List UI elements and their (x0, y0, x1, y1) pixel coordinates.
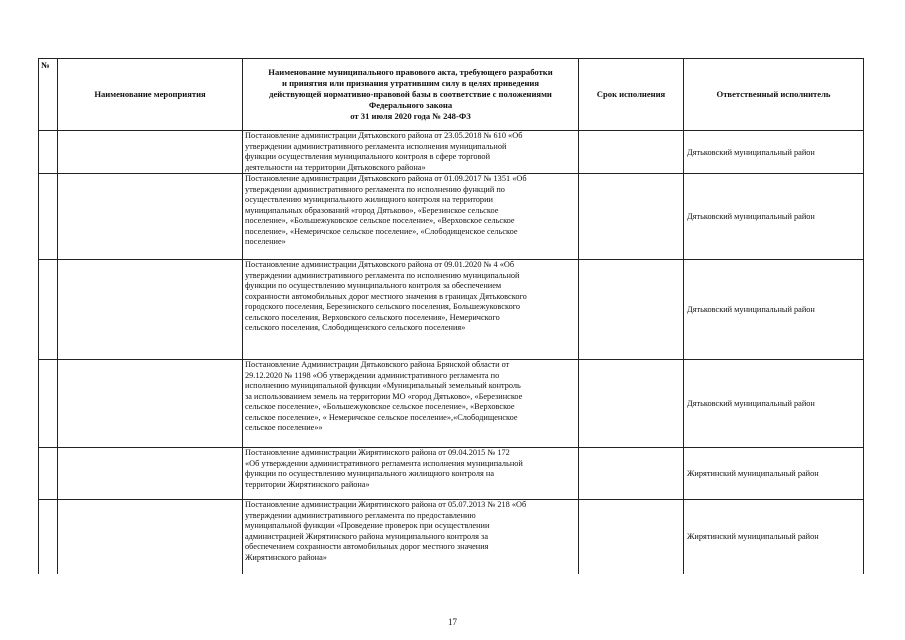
cell-deadline (579, 500, 684, 574)
act-line: утверждении административного регламента исполнения муниципальной (245, 141, 507, 151)
act-line: Постановление администрации Дятьковского района от 23.05.2018 № 610 «Об (245, 131, 523, 140)
cell-event (58, 360, 243, 448)
cell-event (58, 260, 243, 360)
header-act-line: Наименование муниципального правового акта, требующего разработки (268, 67, 553, 78)
act-line: Жирятинского района» (245, 552, 327, 562)
act-line: Постановление администрации Дятьковского района от 01.09.2017 № 1351 «Об (245, 174, 527, 184)
act-line: муниципальных образований «город Дятьково», «Березинское сельское (245, 205, 499, 215)
header-act-line: и принятия или признания утратившим силу в целях приведения (281, 78, 540, 89)
cell-act (243, 360, 579, 448)
header-responsible: Ответственный исполнитель (684, 59, 864, 131)
act-line: за использованием земель на территории МО «город Дятьково», «Березинское (245, 391, 523, 401)
act-line: территории Жирятинского района» (245, 479, 370, 489)
cell-number (39, 260, 58, 360)
table-row (39, 448, 864, 500)
act-line: функции осуществления муниципального контроля в сфере торговой (245, 152, 491, 162)
table-row (39, 360, 864, 448)
table-row (39, 260, 864, 360)
cell-number (39, 360, 58, 448)
cell-act (243, 174, 579, 260)
act-line: сельское поселение»» (245, 423, 323, 433)
document-table (38, 58, 864, 574)
cell-number (39, 131, 58, 174)
act-line: утверждении административного регламента по предоставлению (245, 510, 476, 520)
header-act-line: действующей нормативно-правовой базы в соответствие с положениями (269, 89, 552, 100)
act-line: городского поселения, Березинского сельского поселения, Большежуковского (245, 302, 521, 312)
cell-event (58, 131, 243, 174)
header-number: № (39, 59, 58, 131)
cell-event (58, 500, 243, 574)
act-line: поселение», «Немеричское сельское поселение», «Слободищенское сельское (245, 226, 518, 236)
cell-act (243, 500, 579, 574)
cell-act (243, 448, 579, 500)
cell-deadline (579, 260, 684, 360)
cell-number (39, 500, 58, 574)
act-line: функции по осуществлению муниципального жилищного контроля на (245, 469, 494, 479)
table-row (39, 500, 864, 574)
act-line: сельское поселение», «Большежуковское сельское поселение», «Верховское (245, 402, 515, 412)
act-line: поселение» (245, 237, 286, 247)
cell-deadline (579, 448, 684, 500)
cell-deadline (579, 131, 684, 174)
header-act-name (243, 59, 579, 131)
cell-responsible: Жирятинский муниципальный район (684, 448, 864, 500)
act-line: обеспечением сохранности автомобильных дорог местного значения (245, 542, 489, 552)
cell-act (243, 131, 579, 174)
cell-deadline (579, 174, 684, 260)
act-line: Постановление Администрации Дятьковского района Брянской области от (245, 360, 510, 370)
act-line: поселение», «Большежуковское сельское поселение», «Верховское сельское (245, 216, 515, 226)
header-act-line: Федерального закона (368, 99, 453, 110)
cell-responsible: Дятьковский муниципальный район (684, 174, 864, 260)
act-line: администрацией Жирятинского района муниципального контроля за (245, 531, 489, 541)
table-row (39, 174, 864, 260)
table-row (39, 131, 864, 174)
act-line: 29.12.2020 № 1198 «Об утверждении административного регламента по (245, 370, 500, 380)
cell-responsible: Дятьковский муниципальный район (684, 260, 864, 360)
cell-responsible: Дятьковский муниципальный район (684, 131, 864, 174)
page-number: 17 (448, 617, 457, 627)
cell-number (39, 174, 58, 260)
act-line: «Об утверждении административного регламента исполнения муниципальной (245, 458, 523, 468)
cell-deadline (579, 360, 684, 448)
header-deadline: Срок исполнения (579, 59, 684, 131)
act-line: сельского поселения, Верховского сельского поселения», Немеричского (245, 312, 500, 322)
cell-act (243, 260, 579, 360)
act-line: сельское поселение», « Немеричское сельское поселение»,«Слободищенское (245, 412, 518, 422)
cell-event (58, 448, 243, 500)
cell-number (39, 448, 58, 500)
header-act-line: от 31 июля 2020 года № 248-ФЗ (350, 110, 471, 121)
act-line: функции по осуществлению муниципального контроля за обеспечением (245, 281, 502, 291)
act-line: Постановление администрации Жирятинского района от 05.07.2013 № 218 «Об (245, 500, 527, 510)
table-header-row (39, 59, 864, 131)
act-line: осуществлению муниципального жилищного контроля на территории (245, 195, 493, 205)
act-line: Постановление администрации Дятьковского района от 09.01.2020 № 4 «Об (245, 260, 515, 270)
act-line: утверждении административного регламента по исполнению муниципальной (245, 270, 520, 280)
act-line: муниципальной функции «Проведение проверок при осуществлении (245, 521, 490, 531)
cell-responsible: Жирятинский муниципальный район (684, 500, 864, 574)
act-line: сельского поселения, Слободищенского сельского поселения» (245, 323, 466, 333)
header-event-name: Наименование мероприятия (58, 59, 243, 131)
act-line: исполнению муниципальной функции «Муниципальный земельный контроль (245, 381, 521, 391)
act-line: Постановление администрации Жирятинского района от 09.04.2015 № 172 (245, 448, 510, 458)
act-line: сохранности автомобильных дорог местного значения в границах Дятьковского (245, 291, 527, 301)
act-line: деятельности на территории Дятьковского района» (245, 162, 426, 172)
cell-event (58, 174, 243, 260)
cell-responsible: Дятьковский муниципальный район (684, 360, 864, 448)
act-line: утверждении административного регламента по исполнению функций по (245, 184, 505, 194)
